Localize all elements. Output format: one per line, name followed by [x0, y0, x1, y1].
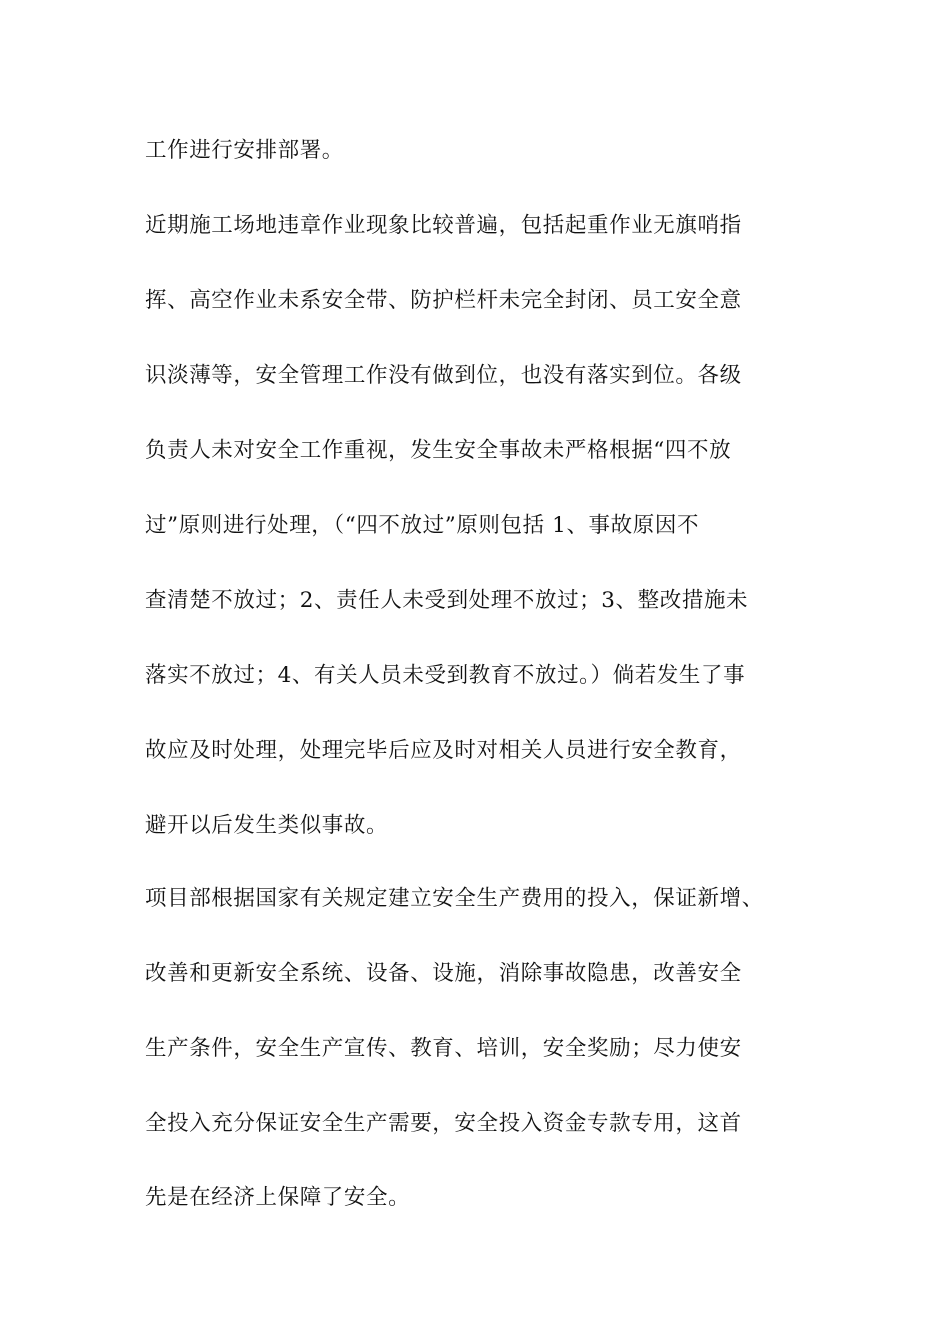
text-line: 避开以后发生类似事故。: [145, 813, 389, 838]
text-line: 工作进行安排部署。: [145, 138, 344, 163]
text-line: 识淡薄等，安全管理工作没有做到位，也没有落实到位。各级: [145, 363, 742, 388]
text-line: 全投入充分保证安全生产需要，安全投入资金专款专用，这首: [145, 1111, 742, 1136]
text-line: 改善和更新安全系统、设备、设施，消除事故隐患，改善安全: [145, 961, 742, 986]
text-line: 生产条件，安全生产宣传、教育、培训，安全奖励；尽力使安: [145, 1036, 742, 1061]
text-line: 项目部根据国家有关规定建立安全生产费用的投入，保证新增、: [145, 886, 764, 911]
text-line: 故应及时处理，处理完毕后应及时对相关人员进行安全教育，: [145, 738, 742, 763]
text-line: 负责人未对安全工作重视，发生安全事故未严格根据“四不放: [145, 438, 732, 463]
text-line: 落实不放过；4、有关人员未受到教育不放过。）倘若发生了事: [145, 663, 746, 688]
text-line: 查清楚不放过；2、责任人未受到处理不放过；3、整改措施未: [145, 588, 749, 613]
text-line: 近期施工场地违章作业现象比较普遍，包括起重作业无旗哨指: [145, 213, 742, 238]
text-line: 先是在经济上保障了安全。: [145, 1185, 411, 1210]
text-line: 挥、高空作业未系安全带、防护栏杆未完全封闭、员工安全意: [145, 288, 742, 313]
text-line: 过”原则进行处理，（“四不放过”原则包括 1、事故原因不: [145, 513, 700, 538]
